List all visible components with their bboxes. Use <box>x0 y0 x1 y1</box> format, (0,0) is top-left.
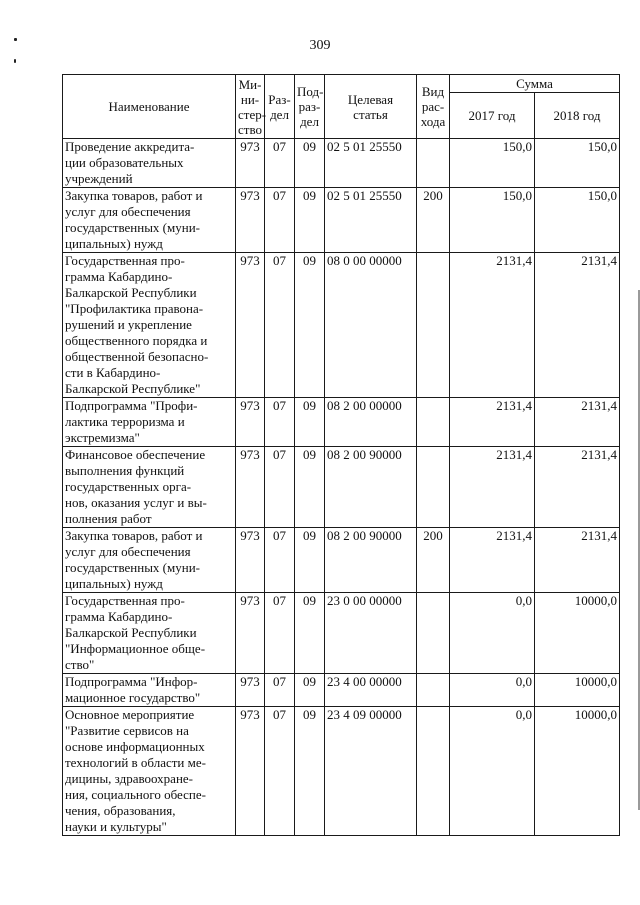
row-sum-2018-cell: 2131,4 <box>535 398 620 447</box>
row-sum-2018-cell: 2131,4 <box>535 528 620 593</box>
row-ministry-cell: 973 <box>236 674 265 707</box>
table-row <box>63 139 620 188</box>
row-subsection-cell: 09 <box>295 528 325 593</box>
row-ministry-cell: 973 <box>236 593 265 674</box>
row-subsection-cell: 09 <box>295 398 325 447</box>
header-sum: Сумма <box>450 75 620 93</box>
table-row <box>63 188 620 253</box>
row-target-article-cell: 23 4 09 00000 <box>325 707 417 836</box>
header-ministry: Ми- ни- стер- ство <box>236 75 265 139</box>
table-row <box>63 398 620 447</box>
row-expense-type-cell <box>417 674 450 707</box>
header-section: Раз- дел <box>265 75 295 139</box>
row-subsection-cell: 09 <box>295 139 325 188</box>
row-sum-2017-cell: 0,0 <box>450 707 535 836</box>
row-sum-2018-cell: 10000,0 <box>535 674 620 707</box>
row-target-article-cell: 08 2 00 90000 <box>325 447 417 528</box>
row-section-cell: 07 <box>265 593 295 674</box>
row-section-cell: 07 <box>265 398 295 447</box>
header-name: Наименование <box>63 75 236 139</box>
row-ministry-cell: 973 <box>236 447 265 528</box>
row-ministry-cell: 973 <box>236 139 265 188</box>
page-number: 309 <box>309 38 331 53</box>
row-sum-2018-cell: 150,0 <box>535 139 620 188</box>
header-subsection: Под- раз- дел <box>295 75 325 139</box>
row-name-cell: Проведение аккредита- ции образовательных учреждений <box>63 139 236 188</box>
row-sum-2017-cell: 2131,4 <box>450 398 535 447</box>
row-expense-type-cell: 200 <box>417 188 450 253</box>
row-name-cell: Финансовое обеспечение выполнения функций государственных орга- нов, оказания услуг и вы- полнения работ <box>63 447 236 528</box>
row-name-cell: Государственная про- грамма Кабардино- Балкарской Республики "Информационное обще- ство" <box>63 593 236 674</box>
row-name-cell: Государственная про- грамма Кабардино- Балкарской Республики "Профилактика правона- рушений и укрепление общественного порядка и общественной безопасно- сти в Кабардино- Балкарской Республике" <box>63 253 236 398</box>
row-sum-2017-cell: 150,0 <box>450 139 535 188</box>
row-sum-2018-cell: 2131,4 <box>535 253 620 398</box>
header-target-article: Целевая статья <box>325 75 417 139</box>
table-row <box>63 707 620 836</box>
row-expense-type-cell <box>417 253 450 398</box>
row-sum-2018-cell: 150,0 <box>535 188 620 253</box>
table-body <box>63 139 620 836</box>
row-section-cell: 07 <box>265 253 295 398</box>
row-ministry-cell: 973 <box>236 707 265 836</box>
row-expense-type-cell <box>417 593 450 674</box>
row-subsection-cell: 09 <box>295 253 325 398</box>
table-row <box>63 528 620 593</box>
row-section-cell: 07 <box>265 707 295 836</box>
row-sum-2017-cell: 2131,4 <box>450 528 535 593</box>
row-ministry-cell: 973 <box>236 528 265 593</box>
row-expense-type-cell: 200 <box>417 528 450 593</box>
row-ministry-cell: 973 <box>236 188 265 253</box>
row-target-article-cell: 08 2 00 90000 <box>325 528 417 593</box>
table-row <box>63 593 620 674</box>
row-sum-2018-cell: 2131,4 <box>535 447 620 528</box>
row-section-cell: 07 <box>265 188 295 253</box>
header-year-2018: 2018 год <box>535 93 620 139</box>
row-subsection-cell: 09 <box>295 707 325 836</box>
row-ministry-cell: 973 <box>236 398 265 447</box>
scan-speck <box>14 59 16 63</box>
table-row <box>63 253 620 398</box>
row-expense-type-cell <box>417 707 450 836</box>
row-sum-2018-cell: 10000,0 <box>535 593 620 674</box>
row-sum-2017-cell: 150,0 <box>450 188 535 253</box>
row-section-cell: 07 <box>265 139 295 188</box>
row-name-cell: Подпрограмма "Инфор- мационное государство" <box>63 674 236 707</box>
row-expense-type-cell <box>417 398 450 447</box>
row-name-cell: Закупка товаров, работ и услуг для обеспечения государственных (муни- ципальных) нужд <box>63 188 236 253</box>
row-target-article-cell: 23 4 00 00000 <box>325 674 417 707</box>
row-sum-2017-cell: 0,0 <box>450 674 535 707</box>
row-expense-type-cell <box>417 447 450 528</box>
row-target-article-cell: 08 2 00 00000 <box>325 398 417 447</box>
row-target-article-cell: 02 5 01 25550 <box>325 188 417 253</box>
row-subsection-cell: 09 <box>295 593 325 674</box>
row-name-cell: Подпрограмма "Профи- лактика терроризма и экстремизма" <box>63 398 236 447</box>
row-section-cell: 07 <box>265 528 295 593</box>
row-section-cell: 07 <box>265 674 295 707</box>
row-sum-2017-cell: 0,0 <box>450 593 535 674</box>
table-row <box>63 674 620 707</box>
budget-table <box>62 74 620 836</box>
header-year-2017: 2017 год <box>450 93 535 139</box>
row-target-article-cell: 08 0 00 00000 <box>325 253 417 398</box>
header-expense-type: Вид рас- хода <box>417 75 450 139</box>
row-ministry-cell: 973 <box>236 253 265 398</box>
row-name-cell: Основное мероприятие "Развитие сервисов на основе информационных технологий в области ме- дицины, здравоохране- ния, социального обеспе- чения, образования, науки и культуры" <box>63 707 236 836</box>
row-target-article-cell: 23 0 00 00000 <box>325 593 417 674</box>
row-sum-2018-cell: 10000,0 <box>535 707 620 836</box>
row-sum-2017-cell: 2131,4 <box>450 253 535 398</box>
row-subsection-cell: 09 <box>295 188 325 253</box>
row-name-cell: Закупка товаров, работ и услуг для обеспечения государственных (муни- ципальных) нужд <box>63 528 236 593</box>
row-expense-type-cell <box>417 139 450 188</box>
row-target-article-cell: 02 5 01 25550 <box>325 139 417 188</box>
row-section-cell: 07 <box>265 447 295 528</box>
table-row <box>63 447 620 528</box>
row-subsection-cell: 09 <box>295 674 325 707</box>
row-sum-2017-cell: 2131,4 <box>450 447 535 528</box>
row-subsection-cell: 09 <box>295 447 325 528</box>
